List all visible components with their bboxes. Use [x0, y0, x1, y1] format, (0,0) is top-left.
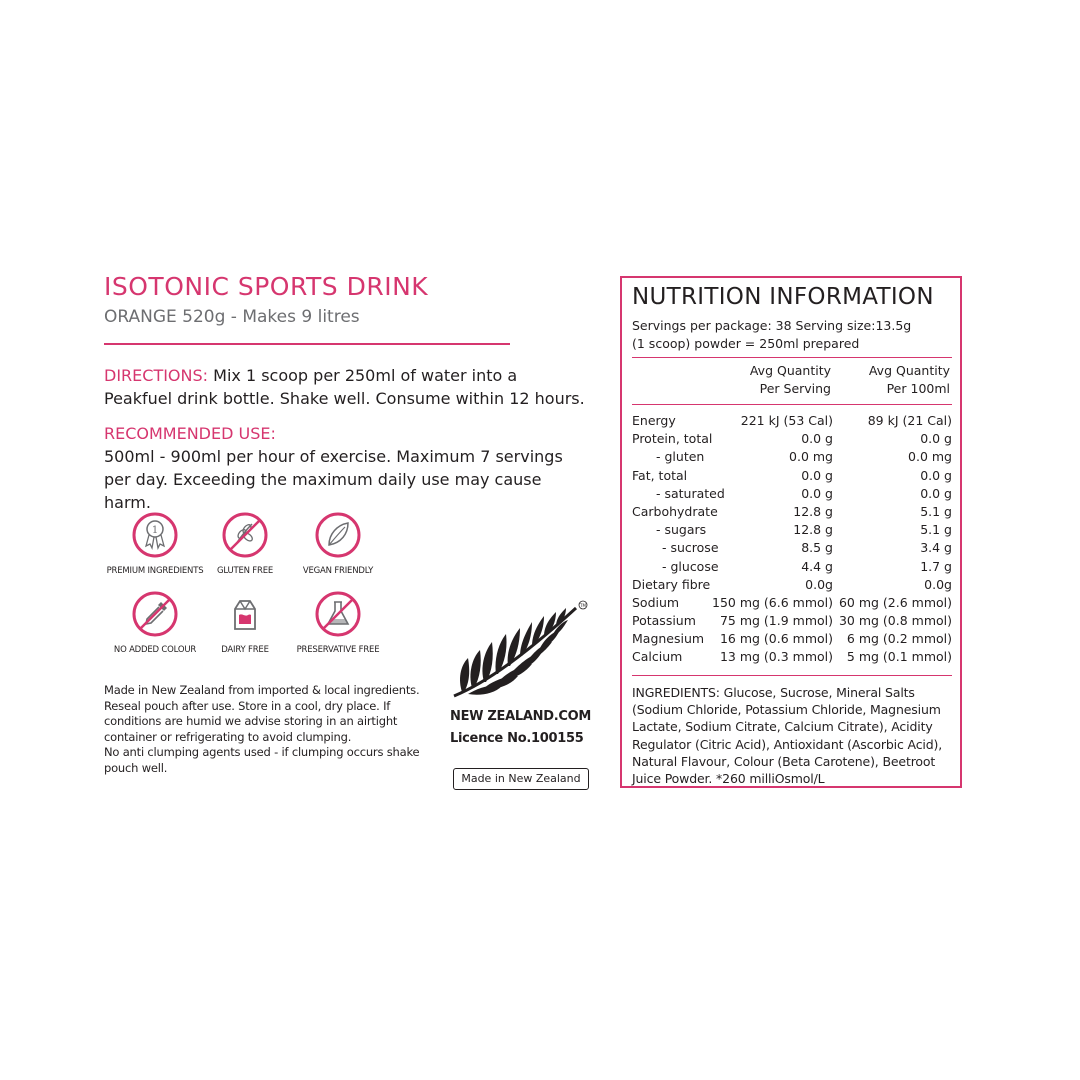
nutrition-divider [632, 675, 952, 676]
nutrition-row [632, 577, 952, 595]
nutrient-per-serving: 12.8 g [793, 522, 833, 538]
storage-paragraph: Made in New Zealand from imported & local ingredients. Reseal pouch after use. Store in a cool, dry place. If conditions are humid we advise storing in an airtight container or refrigerating to avoid clumping. [104, 683, 420, 744]
nutrient-per-serving: 4.4 g [801, 558, 833, 574]
nutrient-per-100ml: 1.7 g [920, 558, 952, 574]
ingredients-text: INGREDIENTS: Glucose, Sucrose, Mineral Salts (Sodium Chloride, Potassium Chloride, Magnesium Lactate, Sodium Citrate, Calcium Citrate), Acidity Regulator (Citric Acid), Antioxidant (Ascorbic Acid), Natural Flavour, Colour (Beta Carotene), Beetroot Juice Powder. *260 milliOsmol/L [632, 685, 943, 787]
silver-fern-icon [448, 600, 588, 710]
nutrition-row [632, 522, 952, 540]
nutrient-per-serving: 75 mg (1.9 mmol) [719, 613, 833, 629]
product-subtitle: ORANGE 520g - Makes 9 litres [104, 307, 360, 327]
milk-carton-icon [222, 591, 268, 637]
per-100ml-header-line1: Avg Quantity [868, 363, 950, 378]
nutrient-per-100ml: 89 kJ (21 Cal) [867, 413, 952, 428]
nutrient-per-100ml: 3.4 g [920, 540, 952, 556]
nutrient-per-serving: 0.0 g [801, 485, 833, 501]
made-in-nz-badge: Made in New Zealand [453, 768, 589, 790]
nutrient-per-100ml: 5 mg (0.1 mmol) [846, 649, 952, 665]
product-title: ISOTONIC SPORTS DRINK [104, 272, 429, 301]
nutrient-per-100ml: 0.0g [924, 576, 952, 592]
nutrition-row [632, 631, 952, 649]
nutrient-name: Fat, total [632, 467, 688, 483]
nutrition-row [632, 431, 952, 449]
nutrition-row [632, 613, 952, 631]
nutrient-name: - saturated [656, 485, 725, 501]
nutrition-row [632, 540, 952, 558]
nutrient-name: - sugars [656, 522, 707, 538]
nutrition-divider [632, 404, 952, 405]
nutrient-name: Potassium [632, 613, 696, 629]
directions-text [104, 364, 590, 410]
nutrition-row [632, 468, 952, 486]
per-serving-header-line1: Avg Quantity [749, 363, 831, 378]
nutrient-name: - gluten [656, 449, 705, 465]
nutrient-per-serving: 8.5 g [801, 540, 833, 556]
nutrient-name: Dietary fibre [632, 576, 711, 592]
dropper-icon [132, 591, 178, 637]
nutrition-panel [620, 276, 962, 788]
feature-vegan-friendly [282, 512, 394, 576]
nutrient-name: - sucrose [662, 540, 719, 556]
feature-label: GLUTEN FREE [216, 566, 274, 576]
nutrition-row [632, 504, 952, 522]
feature-label: PREMIUM INGREDIENTS [106, 566, 204, 576]
recommended-use-text: 500ml - 900ml per hour of exercise. Maximum 7 servings per day. Exceeding the maximum daily use may cause harm. [104, 447, 563, 512]
title-divider [104, 343, 510, 345]
nutrient-per-100ml: 0.0 mg [908, 449, 952, 465]
directions-body: Mix 1 scoop per 250ml of water into a Peakfuel drink bottle. Shake well. Consume within 12 hours. [104, 366, 585, 408]
per-100ml-header-line2: Per 100ml [886, 381, 950, 396]
per-serving-header-line2: Per Serving [759, 381, 831, 396]
nutrition-row [632, 649, 952, 667]
directions-label: DIRECTIONS: [104, 366, 209, 385]
svg-text:1: 1 [151, 525, 159, 536]
licence-number: Licence No.100155 [450, 731, 584, 746]
feature-label: DAIRY FREE [221, 645, 269, 655]
trademark-symbol: TM [580, 603, 586, 608]
servings-line-1: Servings per package: 38 Serving size:13.5g [632, 318, 912, 333]
nutrient-name: - glucose [662, 558, 719, 574]
nutrition-title: NUTRITION INFORMATION [632, 284, 934, 310]
nutrition-divider [632, 357, 952, 358]
nutrient-per-100ml: 30 mg (0.8 mmol) [838, 613, 952, 629]
nutrient-name: Carbohydrate [632, 503, 718, 519]
nutrition-table [632, 413, 952, 668]
nutrition-row [632, 449, 952, 467]
servings-line-2: (1 scoop) powder = 250ml prepared [632, 336, 860, 351]
nutrition-row [632, 486, 952, 504]
nutrient-per-100ml: 5.1 g [920, 503, 952, 519]
medal-icon [132, 512, 178, 558]
nutrient-per-100ml: 0.0 g [920, 467, 952, 483]
nutrient-per-serving: 13 mg (0.3 mmol) [719, 649, 833, 665]
nutrient-per-serving: 0.0 mg [789, 449, 833, 465]
nutrient-per-100ml: 6 mg (0.2 mmol) [846, 631, 952, 647]
nutrition-row [632, 595, 952, 613]
nutrient-name: Sodium [632, 594, 680, 610]
clumping-paragraph: No anti clumping agents used - if clumping occurs shake pouch well. [104, 745, 420, 775]
nutrient-per-100ml: 5.1 g [920, 522, 952, 538]
nutrient-name: Magnesium [632, 631, 705, 647]
nutrient-per-serving: 221 kJ (53 Cal) [740, 413, 833, 428]
feature-preservative-free [282, 591, 394, 655]
vegan-icon [315, 512, 361, 558]
nz-website-label: NEW ZEALAND.COM [450, 709, 591, 724]
nutrition-row [632, 559, 952, 577]
nutrient-per-serving: 16 mg (0.6 mmol) [719, 631, 833, 647]
nutrient-per-serving: 150 mg (6.6 mmol) [712, 594, 833, 610]
feature-label: VEGAN FRIENDLY [302, 566, 374, 576]
nutrient-per-100ml: 0.0 g [920, 485, 952, 501]
gluten-free-icon [222, 512, 268, 558]
storage-instructions [104, 683, 424, 776]
nutrient-name: Calcium [632, 649, 683, 665]
feature-label: NO ADDED COLOUR [113, 645, 197, 655]
nutrient-per-100ml: 60 mg (2.6 mmol) [838, 594, 952, 610]
nutrient-name: Protein, total [632, 431, 713, 447]
nutrient-per-serving: 12.8 g [793, 503, 833, 519]
per-serving-header [750, 362, 831, 398]
nutrient-per-serving: 0.0 g [801, 467, 833, 483]
flask-icon [315, 591, 361, 637]
nutrition-row [632, 413, 952, 431]
nutrient-per-serving: 0.0g [805, 576, 833, 592]
nutrient-per-100ml: 0.0 g [920, 431, 952, 447]
feature-label: PRESERVATIVE FREE [296, 645, 380, 655]
recommended-use-label: RECOMMENDED USE: [104, 424, 276, 443]
per-100ml-header [869, 362, 950, 398]
nutrient-name: Energy [632, 413, 676, 428]
nutrient-per-serving: 0.0 g [801, 431, 833, 447]
